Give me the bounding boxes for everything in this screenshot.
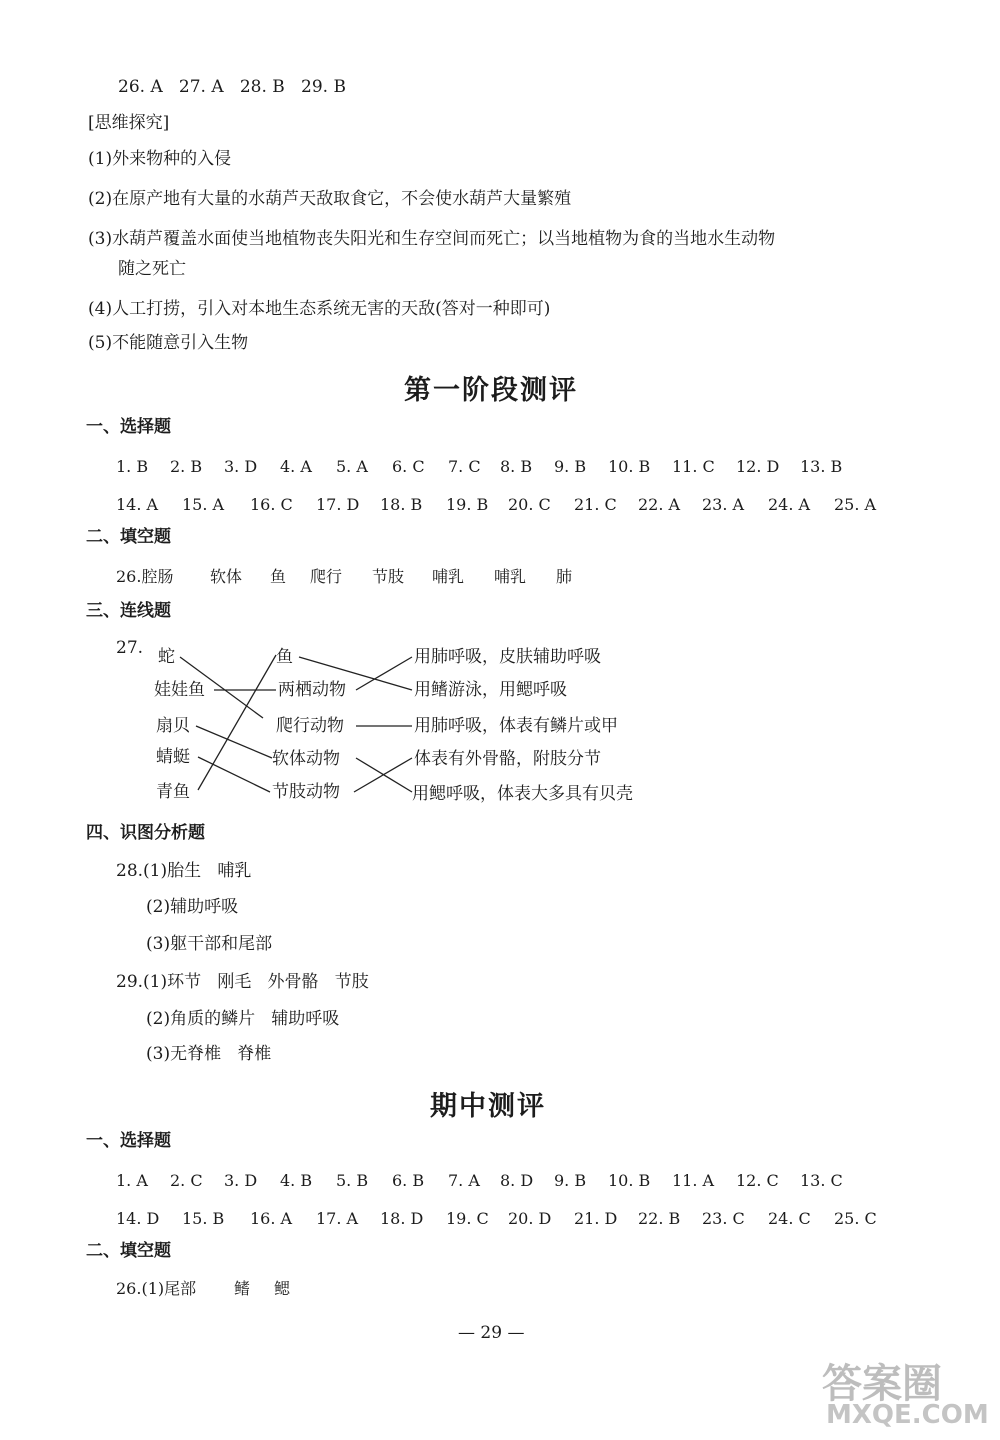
midterm-title: 期中测评: [430, 1091, 546, 1122]
match-mid-5: 节肢动物: [272, 782, 340, 802]
analysis-line-2: (2)辅助呼吸: [146, 897, 239, 917]
analysis-line-5: (2)角质的鳞片 辅助呼吸: [146, 1009, 340, 1029]
mid-fill-item-1: 26.(1)尾部: [116, 1279, 197, 1298]
match-left-3: 扇贝: [156, 716, 190, 736]
stage-choice-6: 6. C: [392, 457, 425, 476]
thinking-item-3-cont: 随之死亡: [118, 259, 186, 279]
match-left-2: 娃娃鱼: [154, 680, 205, 700]
stage-choice-b-4: 17. D: [316, 495, 360, 514]
mid-choice-12: 12. C: [736, 1171, 779, 1190]
stage-choice-12: 12. D: [736, 457, 780, 476]
mid-choice-b-12: 25. C: [834, 1209, 877, 1228]
mid-choice-b-2: 15. B: [182, 1209, 225, 1228]
mid-choice-6: 6. B: [392, 1171, 425, 1190]
stage-fill-item-5: 节肢: [372, 567, 405, 586]
match-mid-2: 两栖动物: [278, 680, 346, 700]
mid-choice-b-1: 14. D: [116, 1209, 160, 1228]
mid-choice-b-6: 19. C: [446, 1209, 489, 1228]
mid-choice-b-10: 23. C: [702, 1209, 745, 1228]
thinking-item-5: (5)不能随意引入生物: [88, 333, 249, 353]
stage-choice-5: 5. A: [336, 457, 368, 476]
mid-choice-13: 13. C: [800, 1171, 843, 1190]
stage-choice-b-5: 18. B: [380, 495, 423, 514]
stage-choice-3: 3. D: [224, 457, 258, 476]
top-answers: 26. A 27. A 28. B 29. B: [118, 77, 346, 97]
mid-choice-b-7: 20. D: [508, 1209, 552, 1228]
stage-fill-heading: 二、填空题: [86, 527, 171, 547]
mid-choice-4: 4. B: [280, 1171, 313, 1190]
stage-fill-item-7: 哺乳: [494, 567, 527, 586]
stage-choice-13: 13. B: [800, 457, 843, 476]
mid-choice-b-8: 21. D: [574, 1209, 618, 1228]
thinking-item-4: (4)人工打捞，引入对本地生态系统无害的天敌(答对一种即可): [88, 299, 551, 319]
stage-choice-7: 7. C: [448, 457, 481, 476]
stage-test-title: 第一阶段测评: [404, 375, 578, 406]
mid-choice-b-4: 17. A: [316, 1209, 359, 1228]
match-right-2: 用鳍游泳，用鳃呼吸: [414, 680, 567, 700]
mid-choice-8: 8. D: [500, 1171, 534, 1190]
mid-choice-3: 3. D: [224, 1171, 258, 1190]
stage-choice-heading: 一、选择题: [86, 417, 171, 437]
watermark-logo: 答案圈: [822, 1361, 942, 1407]
stage-choice-b-10: 23. A: [702, 495, 745, 514]
match-mid-3: 爬行动物: [276, 716, 344, 736]
mid-choice-2: 2. C: [170, 1171, 203, 1190]
match-mid-4: 软体动物: [272, 749, 340, 769]
stage-choice-11: 11. C: [672, 457, 715, 476]
stage-choice-b-1: 14. A: [116, 495, 159, 514]
watermark-site: MXQE.COM: [826, 1400, 989, 1430]
match-right-3: 用肺呼吸，体表有鳞片或甲: [414, 716, 618, 736]
match-right-5: 用鳃呼吸，体表大多具有贝壳: [412, 784, 633, 804]
stage-fill-item-1: 26.腔肠: [116, 567, 174, 586]
stage-choice-b-6: 19. B: [446, 495, 489, 514]
analysis-line-3: (3)躯干部和尾部: [146, 934, 273, 954]
thinking-item-2: (2)在原产地有大量的水葫芦天敌取食它，不会使水葫芦大量繁殖: [88, 189, 572, 209]
mid-choice-9: 9. B: [554, 1171, 587, 1190]
midterm-fill-heading: 二、填空题: [86, 1241, 171, 1261]
mid-choice-7: 7. A: [448, 1171, 480, 1190]
stage-fill-item-3: 鱼: [270, 567, 287, 586]
thinking-heading: [思维探究]: [88, 113, 170, 133]
analysis-line-1: 28.(1)胎生 哺乳: [116, 861, 252, 881]
analysis-line-6: (3)无脊椎 脊椎: [146, 1044, 272, 1064]
mid-choice-b-3: 16. A: [250, 1209, 293, 1228]
stage-choice-4: 4. A: [280, 457, 312, 476]
stage-fill-item-2: 软体: [210, 567, 243, 586]
mid-choice-5: 5. B: [336, 1171, 369, 1190]
mid-choice-10: 10. B: [608, 1171, 651, 1190]
stage-fill-item-8: 肺: [556, 567, 573, 586]
midterm-choice-heading: 一、选择题: [86, 1131, 171, 1151]
page-number: — 29 —: [458, 1323, 525, 1343]
stage-analysis-heading: 四、识图分析题: [86, 823, 205, 843]
stage-choice-2: 2. B: [170, 457, 203, 476]
match-left-1: 蛇: [158, 647, 175, 667]
match-right-1: 用肺呼吸，皮肤辅助呼吸: [414, 647, 601, 667]
stage-choice-b-2: 15. A: [182, 495, 225, 514]
stage-choice-8: 8. B: [500, 457, 533, 476]
stage-fill-item-6: 哺乳: [432, 567, 465, 586]
stage-choice-9: 9. B: [554, 457, 587, 476]
match-number: 27.: [116, 638, 144, 658]
stage-choice-b-11: 24. A: [768, 495, 811, 514]
match-left-5: 青鱼: [156, 782, 190, 802]
stage-fill-item-4: 爬行: [310, 567, 343, 586]
stage-choice-b-7: 20. C: [508, 495, 551, 514]
mid-choice-b-5: 18. D: [380, 1209, 424, 1228]
stage-choice-b-12: 25. A: [834, 495, 877, 514]
stage-choice-10: 10. B: [608, 457, 651, 476]
analysis-line-4: 29.(1)环节 刚毛 外骨骼 节肢: [116, 972, 369, 992]
stage-choice-1: 1. B: [116, 457, 149, 476]
match-mid-1: 鱼: [276, 647, 293, 667]
stage-choice-b-3: 16. C: [250, 495, 293, 514]
stage-choice-b-8: 21. C: [574, 495, 617, 514]
mid-fill-item-2: 鳍: [234, 1279, 251, 1298]
match-right-4: 体表有外骨骼，附肢分节: [414, 749, 601, 769]
stage-match-heading: 三、连线题: [86, 601, 171, 621]
thinking-item-3: (3)水葫芦覆盖水面使当地植物丧失阳光和生存空间而死亡；以当地植物为食的当地水生动物: [88, 229, 776, 249]
mid-choice-11: 11. A: [672, 1171, 715, 1190]
stage-choice-b-9: 22. A: [638, 495, 681, 514]
thinking-item-1: (1)外来物种的入侵: [88, 149, 232, 169]
mid-fill-item-3: 鳃: [274, 1279, 291, 1298]
mid-choice-b-11: 24. C: [768, 1209, 811, 1228]
mid-choice-1: 1. A: [116, 1171, 148, 1190]
mid-choice-b-9: 22. B: [638, 1209, 681, 1228]
match-left-4: 蜻蜓: [156, 747, 190, 767]
